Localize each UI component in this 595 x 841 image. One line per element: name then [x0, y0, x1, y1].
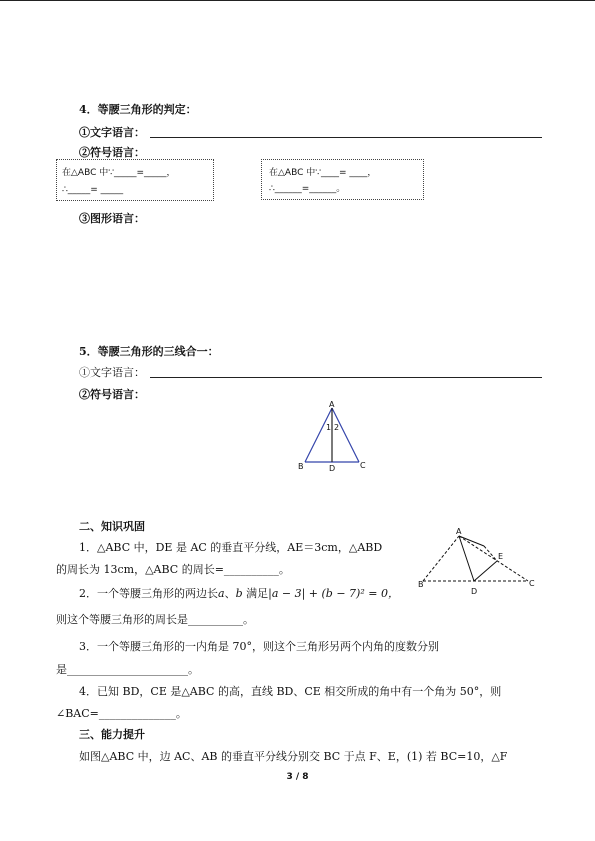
- section5-title: 5．等腰三角形的三线合一：: [79, 345, 219, 358]
- section5-text-language-blank[interactable]: [150, 377, 542, 378]
- q3-line2: 是______________________。: [56, 663, 199, 676]
- label-d: D: [329, 464, 336, 473]
- part3-heading: 三、能力提升: [79, 728, 145, 741]
- part3-line1: 如图△ABC 中，边 AC、AB 的垂直平分线分别交 BC 于点 F、E，(1) 若 BC=10，△F: [79, 750, 508, 763]
- segment-ad: [459, 536, 474, 581]
- label-a: A: [456, 527, 462, 536]
- box1-line1: 在△ABC 中∵_____=_____，: [62, 168, 176, 178]
- box1-line2: ∴_____= _____: [62, 185, 124, 195]
- q2-line1: [79, 587, 399, 601]
- section4-symbol-box-2: [261, 159, 424, 200]
- q2-expression: |a − 3| + (b − 7)² = 0，: [268, 587, 399, 600]
- page-number: 3 / 8: [286, 772, 309, 782]
- section4-title: 4．等腰三角形的判定：: [79, 103, 197, 116]
- side-ac: [332, 408, 359, 462]
- header-rule: [0, 0, 595, 1]
- part2-heading: 二、知识巩固: [79, 520, 145, 533]
- q2-var-a: a: [218, 587, 225, 600]
- segment-ac: [459, 536, 528, 581]
- section4-text-language-blank[interactable]: [150, 137, 542, 138]
- side-ab: [305, 408, 332, 462]
- q4-line2: ∠BAC=______________。: [56, 707, 187, 720]
- section4-text-language-label: ①文字语言：: [79, 126, 145, 139]
- q1-line2: 的周长为 13cm，△ABC 的周长=__________。: [56, 563, 290, 576]
- label-e: E: [498, 552, 504, 561]
- section4-figure-language-label: ③图形语言：: [79, 212, 145, 225]
- q3-line1: 3．一个等腰三角形的一内角是 70°，则这个三角形另两个内角的度数分别: [79, 640, 439, 653]
- label-c: C: [529, 579, 535, 588]
- label-b: B: [298, 462, 304, 471]
- label-d: D: [471, 587, 478, 596]
- section5-symbol-language-label: ②符号语言：: [79, 388, 145, 401]
- q2-sep: 、: [224, 587, 236, 600]
- label-b: B: [418, 580, 424, 589]
- segment-de: [474, 561, 497, 581]
- q2-mid: 满足: [242, 587, 269, 600]
- section4-symbol-box-1: [56, 159, 214, 201]
- segment-ab: [423, 536, 459, 581]
- perpendicular-bisector-figure: [418, 528, 538, 598]
- box2-line2: ∴______=______。: [269, 184, 346, 194]
- label-angle-1: 1: [326, 423, 332, 432]
- box2-line1: 在△ABC 中∵____= ____，: [269, 168, 377, 178]
- q2-var-b: b: [235, 587, 243, 600]
- isosceles-triangle-figure: [295, 398, 375, 473]
- q2-text: 2．一个等腰三角形的两边长: [79, 587, 218, 600]
- q2-line2: 则这个等腰三角形的周长是__________。: [56, 613, 254, 626]
- section4-symbol-language-label: ②符号语言：: [79, 146, 145, 159]
- section5-text-language-label: ①文字语言：: [79, 366, 145, 379]
- label-angle-2: 2: [334, 423, 340, 432]
- q1-line1: 1．△ABC 中，DE 是 AC 的垂直平分线，AE＝3cm，△ABD: [79, 541, 383, 554]
- label-a: A: [329, 400, 335, 409]
- q4-line1: 4．已知 BD，CE 是△ABC 的高，直线 BD、CE 相交所成的角中有一个角为 50°，则: [79, 685, 502, 698]
- label-c: C: [360, 461, 366, 470]
